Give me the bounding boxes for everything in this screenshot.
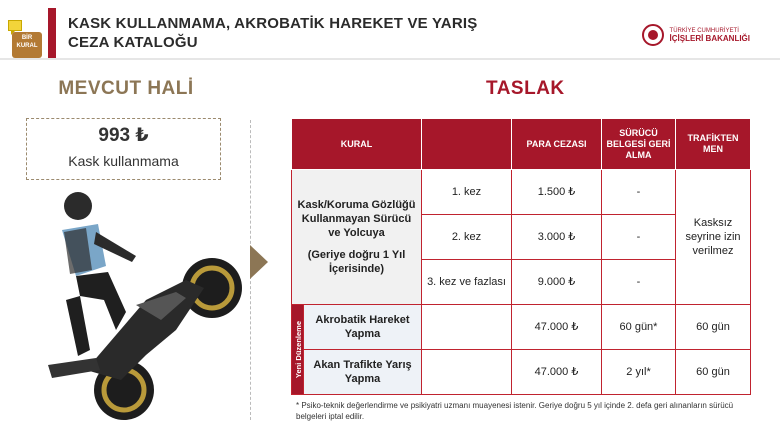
table-row: [292, 305, 751, 350]
page-title: [68, 14, 508, 52]
table-row: [292, 170, 751, 215]
current-penalty-box: [26, 118, 221, 180]
new-regulation-label: [292, 305, 304, 395]
col-header-license: SÜRÜCÜ BELGESİ GERİ ALMA: [602, 119, 676, 170]
license-value: -: [602, 215, 676, 260]
current-label: Kask kullanmama: [68, 153, 179, 169]
license-value: 60 gün*: [602, 305, 676, 350]
ban-value: 60 gün: [676, 305, 751, 350]
helmet-ban-cell: Kasksız seyrine izin verilmez: [676, 170, 751, 305]
col-header-fine: PARA CEZASI: [512, 119, 602, 170]
ministry-logo: [642, 24, 750, 46]
ministry-line-2: İÇİŞLERİ BAKANLIĞI: [669, 34, 750, 43]
ban-value: 60 gün: [676, 350, 751, 395]
ministry-line-1: TÜRKİYE CUMHURİYETİ: [669, 28, 739, 34]
fine-amount: 47.000 ₺: [512, 305, 602, 350]
race-rule: Akan Trafikte Yarış Yapma: [304, 350, 422, 395]
arrow-right-icon: [250, 245, 268, 279]
stunt-rule: Akrobatik Hareket Yapma: [304, 305, 422, 350]
license-value: -: [602, 260, 676, 305]
fine-amount: 9.000 ₺: [512, 260, 602, 305]
current-heading: MEVCUT HALİ: [58, 78, 194, 99]
offense-count: 2. kez: [422, 215, 512, 260]
motorcycle-stunt-image: [26, 180, 246, 430]
table-row: [292, 350, 751, 395]
offense-count: 1. kez: [422, 170, 512, 215]
table-header-row: [292, 119, 751, 170]
fine-amount: 47.000 ₺: [512, 350, 602, 395]
penalty-table: [291, 118, 751, 395]
header: [0, 0, 780, 60]
helmet-rule-period: (Geriye doğru 1 Yıl İçerisinde): [307, 249, 406, 275]
draft-heading: TASLAK: [486, 78, 565, 99]
logo: [4, 8, 42, 54]
helmet-rule-cell: [292, 170, 422, 305]
offense-count: 3. kez ve fazlası: [422, 260, 512, 305]
license-value: 2 yıl*: [602, 350, 676, 395]
empty-cell: [422, 305, 512, 350]
logo-badge: BİR KURAL: [12, 32, 42, 58]
col-header-count: [422, 119, 512, 170]
ministry-text: [670, 27, 750, 43]
col-header-ban: TRAFİKTEN MEN: [676, 119, 751, 170]
title-line-1: KASK KULLANMAMA, AKROBATİK HAREKET VE YARIŞ: [68, 15, 478, 32]
current-amount: 993 ₺: [98, 125, 149, 146]
footnote: * Psiko-teknik değerlendirme ve psikiyatri uzmanı muayenesi istenir. Geriye doğru 5 yıl içinde 2. defa geri alınanların sürücü belgeleri iptal edilir.: [296, 401, 734, 421]
helmet-rule-text: Kask/Koruma Gözlüğü Kullanmayan Sürücü ve Yolcuya: [297, 199, 416, 239]
empty-cell: [422, 350, 512, 395]
note-icon[interactable]: [8, 20, 22, 31]
col-header-rule: KURAL: [292, 119, 422, 170]
title-line-2: CEZA KATALOĞU: [68, 34, 198, 51]
emblem-icon: [642, 24, 664, 46]
new-regulation-text: Yeni Düzenleme: [294, 320, 303, 379]
title-accent-bar: [48, 8, 56, 58]
fine-amount: 1.500 ₺: [512, 170, 602, 215]
license-value: -: [602, 170, 676, 215]
fine-amount: 3.000 ₺: [512, 215, 602, 260]
